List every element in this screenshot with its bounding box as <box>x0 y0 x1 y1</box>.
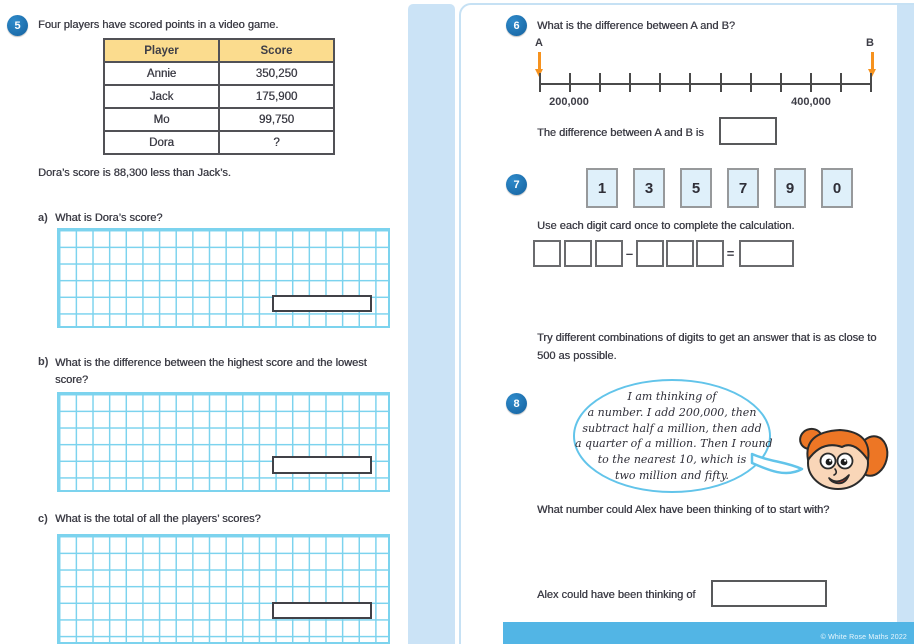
speech-line: two million and fifty. <box>615 468 729 482</box>
right-page-margin-strip <box>897 5 914 644</box>
digit-card-5: 5 <box>680 168 712 208</box>
digit-card-0: 0 <box>821 168 853 208</box>
speech-line: I am thinking of <box>627 390 717 403</box>
question-5-badge <box>7 15 28 36</box>
speech-line: subtract half a million, then add <box>582 421 762 435</box>
number-line-axis <box>539 83 872 85</box>
table-row <box>104 85 334 108</box>
question-6-badge <box>506 15 527 36</box>
player-name: Jack <box>104 85 219 108</box>
digit-card-3: 3 <box>633 168 665 208</box>
speech-line: a number. I add 200,000, then <box>587 405 757 419</box>
player-score: 99,750 <box>219 108 334 131</box>
footer-bar <box>503 622 914 644</box>
q6-prompt: What is the difference between A and B? <box>537 20 735 32</box>
q6-answer-prefix: The difference between A and B is <box>537 127 704 139</box>
player-name: Dora <box>104 131 219 154</box>
footer-credit: © White Rose Maths 2022 <box>820 634 907 641</box>
question-8-number: 8 <box>513 397 520 410</box>
answer-box-b[interactable] <box>272 456 372 474</box>
q7-instruction: Use each digit card once to complete the calculation. <box>537 220 795 232</box>
score-table-header-row <box>104 39 334 62</box>
right-page-border <box>459 3 914 644</box>
speech-bubble <box>573 379 771 493</box>
question-6-number: 6 <box>513 19 520 32</box>
q8-answer-box[interactable] <box>711 580 827 607</box>
calc-digit-box-4[interactable] <box>636 240 664 267</box>
number-line-label-400000: 400,000 <box>791 96 831 108</box>
digit-card-1: 1 <box>586 168 618 208</box>
score-table-header-player: Player <box>104 39 219 62</box>
left-page-margin-strip <box>408 4 455 644</box>
q5-part-b <box>38 355 367 389</box>
table-row <box>104 108 334 131</box>
q5-prompt: Four players have scored points in a video game. <box>38 19 279 31</box>
part-b-label: b) <box>38 356 49 368</box>
player-score: ? <box>219 131 334 154</box>
alex-avatar <box>798 424 890 492</box>
q5-part-a <box>38 211 162 225</box>
speech-line: to the nearest 10, which is <box>597 453 747 467</box>
player-name: Annie <box>104 62 219 85</box>
digit-card-7: 7 <box>727 168 759 208</box>
q5-part-c <box>38 512 261 526</box>
part-b-question: What is the difference between the highest score and the lowest score? <box>55 357 367 386</box>
working-grid-c <box>57 534 390 644</box>
speech-bubble-tail <box>750 452 804 482</box>
calc-digit-box-6[interactable] <box>696 240 724 267</box>
q5-note: Dora’s score is 88,300 less than Jack’s. <box>38 167 231 179</box>
digit-card-9: 9 <box>774 168 806 208</box>
equals-operator: = <box>726 246 735 261</box>
table-row <box>104 62 334 85</box>
player-name: Mo <box>104 108 219 131</box>
calc-digit-box-2[interactable] <box>564 240 592 267</box>
q8-answer-prefix: Alex could have been thinking of <box>537 589 696 601</box>
question-5-number: 5 <box>14 19 21 32</box>
number-line-label-200000: 200,000 <box>549 96 589 108</box>
q6-answer-box[interactable] <box>719 117 777 145</box>
question-7-number: 7 <box>513 178 520 191</box>
player-score: 175,900 <box>219 85 334 108</box>
part-a-label: a) <box>38 212 48 224</box>
player-score: 350,250 <box>219 62 334 85</box>
score-table-header-score: Score <box>219 39 334 62</box>
speech-bubble-text <box>575 389 773 484</box>
part-c-question: What is the total of all the players’ scores? <box>55 513 261 525</box>
point-a-label: A <box>535 37 543 49</box>
working-grid-a <box>57 228 390 328</box>
answer-box-a[interactable] <box>272 295 372 312</box>
point-b-label: B <box>866 37 874 49</box>
q7-followup: Try different combinations of digits to get an answer that is as close to 500 as possible. <box>537 332 877 362</box>
part-a-question: What is Dora’s score? <box>55 212 163 224</box>
question-8-badge <box>506 393 527 414</box>
calc-result-box[interactable] <box>739 240 794 267</box>
answer-box-c[interactable] <box>272 602 372 619</box>
q8-question: What number could Alex have been thinking of to start with? <box>537 504 830 516</box>
working-grid-b <box>57 392 390 492</box>
score-table <box>103 38 335 155</box>
table-row <box>104 131 334 154</box>
number-line <box>539 73 872 108</box>
calc-digit-box-5[interactable] <box>666 240 694 267</box>
question-7-badge <box>506 174 527 195</box>
calc-digit-box-3[interactable] <box>595 240 623 267</box>
speech-line: a quarter of a million. Then I round <box>575 437 773 451</box>
part-c-label: c) <box>38 513 48 525</box>
minus-operator: – <box>625 246 634 261</box>
calc-digit-box-1[interactable] <box>533 240 561 267</box>
